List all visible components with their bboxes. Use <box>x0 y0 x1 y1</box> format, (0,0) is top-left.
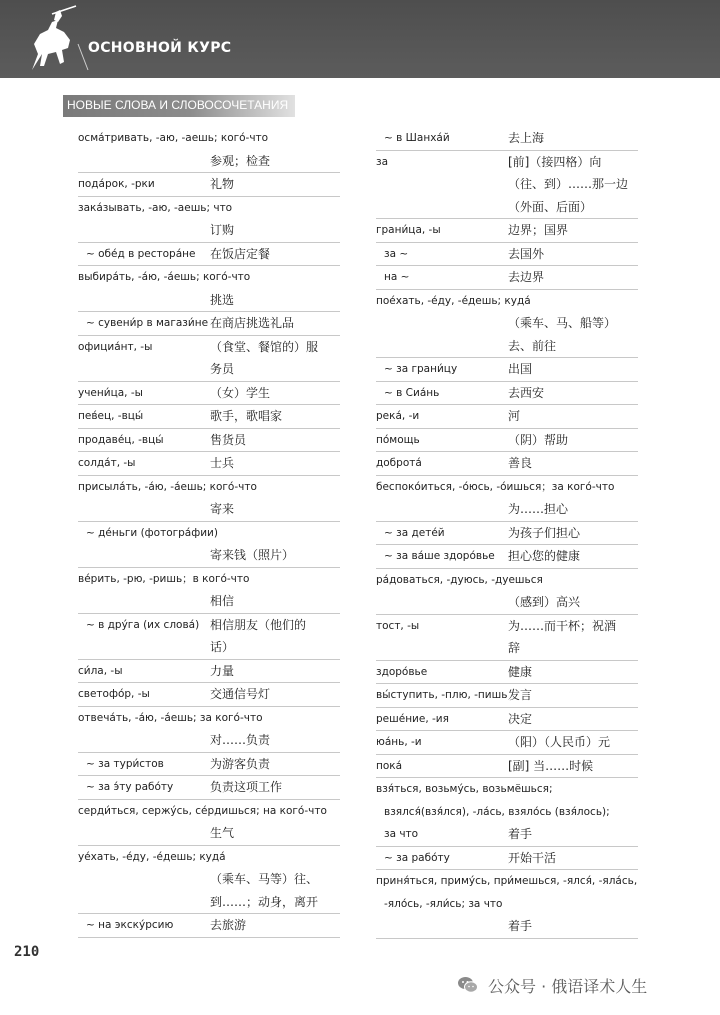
chinese-translation: [前]（接四格）向 <box>508 154 602 169</box>
entry-line <box>376 266 638 289</box>
chinese-translation: 务员 <box>210 362 235 376</box>
russian-term: тост, -ы <box>376 619 420 632</box>
vocab-entry <box>78 800 340 846</box>
entry-line <box>376 915 638 938</box>
vocab-entry <box>376 569 638 615</box>
entry-line <box>376 823 638 846</box>
entry-line <box>376 731 638 754</box>
vocab-entry <box>78 776 340 800</box>
chinese-translation: 健康 <box>508 664 533 679</box>
russian-term: отвеча́ть, -а́ю, -а́ешь; за кого́-что <box>78 711 263 724</box>
russian-term: осма́тривать, -аю, -аешь; кого́-что <box>78 132 269 144</box>
vocab-column-right <box>376 127 638 939</box>
russian-term: ~ за рабо́ту <box>384 851 450 864</box>
chinese-translation: 为……担心 <box>508 502 569 516</box>
vocab-entry <box>78 336 340 382</box>
russian-term: серди́ться, сержу́сь, се́рдишься; на кого́-что <box>78 804 327 817</box>
russian-term: -яло́сь, -яли́сь; за что <box>384 897 503 910</box>
entry-line <box>78 636 340 659</box>
russian-term: официа́нт, -ы <box>78 340 153 353</box>
russian-term: ~ сувени́р в магази́не <box>86 317 209 329</box>
entry-line <box>376 429 638 452</box>
chinese-translation: 在商店挑选礼品 <box>210 316 295 330</box>
entry-line <box>78 358 340 381</box>
chinese-translation: 决定 <box>508 711 533 726</box>
vocab-entry <box>78 382 340 406</box>
entry-line <box>78 707 340 730</box>
vocab-entry <box>376 219 638 243</box>
chinese-translation: 去上海 <box>508 131 545 145</box>
vocab-entry <box>376 708 638 732</box>
chinese-translation: （乘车、马、船等） <box>508 316 617 330</box>
russian-term: здоро́вье <box>376 665 428 678</box>
vocab-entry <box>376 151 638 220</box>
chinese-translation: （往、到）……那一边 <box>508 177 629 191</box>
chinese-translation: 出国 <box>508 362 533 376</box>
chinese-translation: 边界；国界 <box>508 223 569 237</box>
chinese-translation: （乘车、马等）往、 <box>210 872 319 886</box>
horse-rider-icon <box>18 4 90 76</box>
chinese-translation: 去边界 <box>508 270 545 284</box>
course-title: ОСНОВНОЙ КУРС <box>88 40 232 56</box>
entry-line <box>78 243 340 266</box>
entry-line <box>376 893 638 916</box>
vocab-entry <box>376 476 638 522</box>
chinese-translation: （外面、后面） <box>508 199 593 214</box>
russian-term: ~ де́ньги (фотогра́фии) <box>86 526 218 539</box>
vocab-entry <box>78 914 340 938</box>
entry-line <box>376 801 638 824</box>
chinese-translation: 去国外 <box>508 246 545 261</box>
russian-term: взя́ться, возьму́сь, возьмёшься; <box>376 783 553 795</box>
vocab-entry <box>376 755 638 779</box>
entry-line <box>376 290 638 313</box>
entry-line <box>78 127 340 150</box>
chinese-translation: 寄来钱（照片） <box>210 548 295 562</box>
entry-line <box>376 591 638 614</box>
chinese-translation: 去旅游 <box>210 918 247 932</box>
wechat-icon <box>456 973 480 997</box>
vocab-entry <box>376 684 638 708</box>
russian-term: доброта́ <box>376 457 422 469</box>
vocab-entry <box>376 358 638 382</box>
russian-term: пода́рок, -рки <box>78 178 155 190</box>
vocab-entry <box>376 778 638 847</box>
entry-line <box>78 568 340 591</box>
chinese-translation: 挑选 <box>210 292 235 307</box>
russian-term: ~ за ва́ше здоро́вье <box>384 550 495 562</box>
chinese-translation: （感到）高兴 <box>508 595 581 609</box>
vocab-entry <box>376 870 638 939</box>
chinese-translation: 善良 <box>508 456 533 470</box>
russian-term: реше́ние, -ия <box>376 712 449 725</box>
chinese-translation: 为游客负责 <box>210 756 271 771</box>
entry-line <box>78 729 340 752</box>
russian-term: ~ в дру́га (их слова́) <box>86 618 200 631</box>
chinese-translation: 河 <box>508 409 521 423</box>
entry-line <box>78 266 340 289</box>
entry-line <box>78 150 340 173</box>
vocab-entry <box>376 545 638 569</box>
russian-term: вы́ступить, -плю, -пишь <box>376 689 508 701</box>
vocab-entry <box>78 660 340 684</box>
entry-line <box>78 405 340 428</box>
page-number: 210 <box>14 944 40 960</box>
entry-line <box>78 498 340 521</box>
russian-term: ~ обе́д в рестора́не <box>86 247 196 260</box>
entry-line <box>376 637 638 660</box>
entry-line <box>78 846 340 869</box>
chinese-translation: （食堂、餐馆的）服 <box>210 339 319 354</box>
entry-line <box>78 289 340 312</box>
chinese-translation: 着手 <box>508 827 533 841</box>
russian-term: светофо́р, -ы <box>78 688 150 700</box>
russian-term: пев́ец, -вцы́ <box>78 410 144 422</box>
vocab-entry <box>78 846 340 915</box>
chinese-translation: 去西安 <box>508 385 545 400</box>
vocab-entry <box>78 173 340 197</box>
russian-term: ~ за дете́й <box>384 526 445 539</box>
entry-line <box>78 522 340 545</box>
header-band <box>0 0 720 78</box>
vocab-column-left <box>78 127 340 938</box>
entry-line <box>376 755 638 778</box>
entry-line <box>376 452 638 475</box>
vocab-entry <box>78 405 340 429</box>
vocab-entry <box>376 429 638 453</box>
chinese-translation: （阳）（人民币）元 <box>508 735 611 749</box>
entry-line <box>376 522 638 545</box>
entry-line <box>78 753 340 776</box>
vocab-entry <box>376 405 638 429</box>
chinese-translation: （阴）帮助 <box>508 432 569 447</box>
chinese-translation: 订购 <box>210 223 235 237</box>
entry-line <box>376 661 638 684</box>
russian-term: по́мощь <box>376 433 420 446</box>
entry-line <box>78 173 340 196</box>
russian-term: присыла́ть, -а́ю, -а́ешь; кого́-что <box>78 480 257 493</box>
entry-line <box>376 173 638 196</box>
vocab-entry <box>78 753 340 777</box>
entry-line <box>78 914 340 937</box>
entry-line <box>376 615 638 638</box>
vocab-entry <box>78 266 340 312</box>
russian-term: за что <box>384 828 419 840</box>
entry-line <box>78 476 340 499</box>
chinese-translation: 为孩子们担心 <box>508 525 581 540</box>
entry-line <box>376 778 638 801</box>
russian-term: грани́ца, -ы <box>376 224 441 236</box>
russian-term: на ~ <box>384 271 410 283</box>
vocab-entry <box>376 290 638 359</box>
entry-line <box>376 569 638 592</box>
entry-line <box>78 382 340 405</box>
russian-term: беспоко́иться, -о́юсь, -о́ишься；за кого́-что <box>376 480 615 493</box>
russian-term: ра́доваться, -дуюсь, -дуешься <box>376 573 543 586</box>
entry-line <box>78 614 340 637</box>
entry-line <box>376 358 638 381</box>
russian-term: учени́ца, -ы <box>78 386 143 399</box>
entry-line <box>376 196 638 219</box>
entry-line <box>78 197 340 220</box>
entry-line <box>78 429 340 452</box>
chinese-translation: 参观；检查 <box>210 153 271 168</box>
chinese-translation: [副] 当……时候 <box>508 758 594 773</box>
entry-line <box>78 336 340 359</box>
section-title: НОВЫЕ СЛОВА И СЛОВОСОЧЕТАНИЯ <box>67 98 289 112</box>
russian-term: ~ в Шанха́й <box>384 132 450 144</box>
chinese-translation: 士兵 <box>210 456 235 470</box>
russian-term: солда́т, -ы <box>78 457 136 469</box>
chinese-translation: 售货员 <box>210 432 247 447</box>
vocab-entry <box>78 707 340 753</box>
russian-term: за ~ <box>384 247 409 260</box>
vocab-entry <box>78 243 340 267</box>
entry-line <box>78 660 340 683</box>
vocab-entry <box>78 568 340 614</box>
entry-line <box>376 545 638 568</box>
entry-line <box>78 800 340 823</box>
vocab-entry <box>78 429 340 453</box>
entry-line <box>376 870 638 893</box>
chinese-translation: 负责这项工作 <box>210 780 283 794</box>
section-header <box>63 95 295 117</box>
russian-term: ~ за тури́стов <box>86 757 164 770</box>
entry-line <box>78 544 340 567</box>
chinese-translation: 到……；动身，离开 <box>210 894 319 909</box>
russian-term: ~ за грани́цу <box>384 363 458 375</box>
chinese-translation: 交通信号灯 <box>210 687 271 701</box>
watermark-text: 公众号 · 俄语译术人生 <box>488 976 648 996</box>
chinese-translation: 话） <box>210 640 235 654</box>
chinese-translation: 辞 <box>508 641 521 655</box>
vocab-entry <box>376 452 638 476</box>
entry-line <box>376 219 638 242</box>
entry-line <box>78 590 340 613</box>
vocab-entry <box>376 847 638 871</box>
russian-term: ~ за э́ту рабо́ту <box>86 781 174 793</box>
russian-term: приня́ться, приму́сь, при́мешься, -ялся́, -яла́сь, <box>376 875 638 887</box>
entry-line <box>376 312 638 335</box>
russian-term: пока́ <box>376 759 403 772</box>
chinese-translation: 着手 <box>508 919 533 933</box>
vocab-entry <box>78 476 340 522</box>
chinese-translation: 去、前往 <box>508 338 557 353</box>
watermark <box>456 970 647 1000</box>
vocab-entry <box>78 127 340 173</box>
vocab-entry <box>376 731 638 755</box>
entry-line <box>376 476 638 499</box>
vocab-entry <box>78 683 340 707</box>
russian-term: ве́рить, -рю, -ришь；в кого́-что <box>78 572 250 585</box>
chinese-translation: 歌手，歌唱家 <box>210 409 283 423</box>
entry-line <box>78 312 340 335</box>
russian-term: взялся́(взя́лся), -ла́сь, взяло́сь (взя́лось); <box>384 805 610 818</box>
entry-line <box>376 847 638 870</box>
russian-term: юа́нь, -и <box>376 736 422 748</box>
vocab-entry <box>376 615 638 661</box>
chinese-translation: （女）学生 <box>210 385 271 400</box>
vocab-entry <box>376 661 638 685</box>
chinese-translation: 相信朋友（他们的 <box>210 617 307 632</box>
entry-line <box>78 868 340 891</box>
entry-line <box>376 498 638 521</box>
russian-term: уе́хать, -е́ду, -е́дешь; куда́ <box>78 850 226 863</box>
entry-line <box>376 708 638 731</box>
russian-term: ~ на экску́рсию <box>86 919 174 931</box>
entry-line <box>78 219 340 242</box>
chinese-translation: 礼物 <box>210 177 235 191</box>
vocab-entry <box>376 127 638 151</box>
russian-term: река́, -и <box>376 410 420 422</box>
vocab-entry <box>78 312 340 336</box>
chinese-translation: 开始干活 <box>508 850 557 865</box>
chinese-translation: 发言 <box>508 688 533 702</box>
russian-term: зака́зывать, -аю, -аешь; что <box>78 201 233 214</box>
entry-line <box>78 776 340 799</box>
entry-line <box>376 405 638 428</box>
russian-term: си́ла, -ы <box>78 664 123 677</box>
entry-line <box>78 683 340 706</box>
chinese-translation: 为……而干杯；祝酒 <box>508 618 617 633</box>
russian-term: пое́хать, -е́ду, -е́дешь; куда́ <box>376 294 531 307</box>
vocab-entry <box>78 614 340 660</box>
entry-line <box>376 382 638 405</box>
entry-line <box>78 822 340 845</box>
chinese-translation: 在饭店定餐 <box>210 246 271 261</box>
entry-line <box>376 127 638 150</box>
chinese-translation: 力量 <box>210 663 235 678</box>
chinese-translation: 相信 <box>210 594 235 608</box>
vocab-entry <box>78 522 340 568</box>
vocab-entry <box>376 243 638 267</box>
entry-line <box>376 335 638 358</box>
russian-term: продаве́ц, -вцы́ <box>78 433 164 446</box>
vocab-entry <box>376 522 638 546</box>
entry-line <box>376 243 638 266</box>
chinese-translation: 寄来 <box>210 502 235 516</box>
entry-line <box>376 684 638 707</box>
chinese-translation: 担心您的健康 <box>508 549 581 563</box>
vocab-entry <box>376 266 638 290</box>
russian-term: ~ в Сиа́нь <box>384 386 440 399</box>
chinese-translation: 对……负责 <box>210 733 271 747</box>
vocab-entry <box>78 452 340 476</box>
entry-line <box>78 891 340 914</box>
vocab-entry <box>376 382 638 406</box>
entry-line <box>376 151 638 174</box>
chinese-translation: 生气 <box>210 826 235 840</box>
russian-term: за <box>376 155 389 168</box>
vocab-entry <box>78 197 340 243</box>
entry-line <box>78 452 340 475</box>
russian-term: выбира́ть, -а́ю, -а́ешь; кого́-что <box>78 271 251 283</box>
